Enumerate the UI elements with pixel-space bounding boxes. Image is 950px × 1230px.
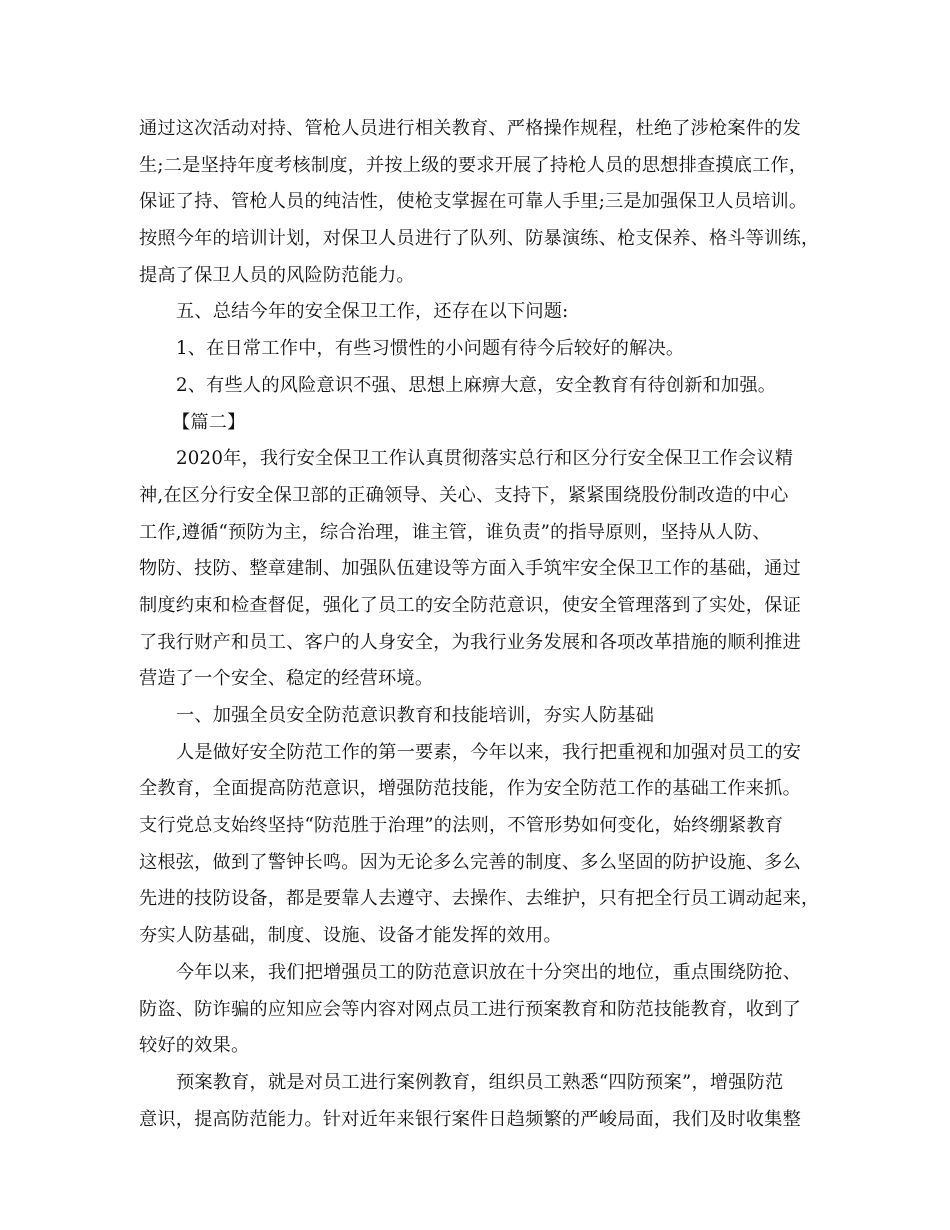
text-line: 预案教育，就是对员工进行案例教育，组织员工熟悉“四防预案”，增强防范 xyxy=(176,1071,784,1093)
text-line: 支行党总支始终坚持“防范胜于治理”的法则，不管形势如何变化，始终绷紧教育 xyxy=(139,815,784,837)
text-line: 全教育，全面提高防范意识，增强防范技能，作为安全防范工作的基础工作来抓。 xyxy=(139,778,801,800)
text-line: 物防、技防、整章建制、加强队伍建设等方面入手筑牢安全保卫工作的基础，通过 xyxy=(139,558,801,580)
text-line: 生;二是坚持年度考核制度，并按上级的要求开展了持枪人员的思想排查摸底工作， xyxy=(139,154,808,176)
text-line: 这根弦，做到了警钟长鸣。因为无论多么完善的制度、多么坚固的防护设施、多么 xyxy=(139,851,801,873)
text-line: 保证了持、管枪人员的纯洁性，使枪支掌握在可靠人手里;三是加强保卫人员培训。 xyxy=(139,191,808,213)
text-line: 按照今年的培训计划，对保卫人员进行了队列、防暴演练、枪支保养、格斗等训练， xyxy=(139,228,820,250)
text-line: 通过这次活动对持、管枪人员进行相关教育、严格操作规程，杜绝了涉枪案件的发 xyxy=(139,118,801,139)
text-line: 今年以来，我们把增强员工的防范意识放在十分突出的地位，重点围绕防抢、 xyxy=(176,961,802,983)
text-line: 营造了一个安全、稳定的经营环境。 xyxy=(139,668,434,690)
text-line: 人是做好安全防范工作的第一要素，今年以来，我行把重视和加强对员工的安 xyxy=(176,741,802,763)
text-line: 神,在区分行安全保卫部的正确领导、关心、支持下，紧紧围绕股份制改造的中心 xyxy=(139,484,789,506)
text-line: 工作,遵循“预防为主，综合治理，谁主管，谁负责”的指导原则，坚持从人防、 xyxy=(139,521,771,543)
text-line: 制度约束和检查督促，强化了员工的安全防范意识，使安全管理落到了实处，保证 xyxy=(139,594,801,616)
text-line: 意识，提高防范能力。针对近年来银行案件日趋频繁的严峻局面，我们及时收集整 xyxy=(139,1108,801,1130)
text-line: 了我行财产和员工、客户的人身安全，为我行业务发展和各项改革措施的顺利推进 xyxy=(139,631,801,653)
section-heading: 一、加强全员安全防范意识教育和技能培训，夯实人防基础 xyxy=(176,705,655,726)
text-line: 防盗、防诈骗的应知应会等内容对网点员工进行预案教育和防范技能教育，收到了 xyxy=(139,998,801,1020)
text-line: 夯实人防基础，制度、设施、设备才能发挥的效用。 xyxy=(139,925,562,947)
chapter-heading: 【篇二】 xyxy=(172,411,246,433)
list-item: 1、在日常工作中，有些习惯性的小问题有待今后较好的解决。 xyxy=(176,338,685,360)
list-item: 2、有些人的风险意识不强、思想上麻痹大意，安全教育有待创新和加强。 xyxy=(176,374,777,396)
document-body xyxy=(139,111,819,1138)
text-line: 2020年，我行安全保卫工作认真贯彻落实总行和区分行安全保卫工作会议精 xyxy=(176,448,794,470)
section-heading: 五、总结今年的安全保卫工作，还存在以下问题: xyxy=(176,301,569,323)
text-line: 较好的效果。 xyxy=(139,1035,250,1057)
text-line: 提高了保卫人员的风险防范能力。 xyxy=(139,264,415,286)
text-line: 先进的技防设备，都是要靠人去遵守、去操作、去维护，只有把全行员工调动起来， xyxy=(139,888,820,910)
